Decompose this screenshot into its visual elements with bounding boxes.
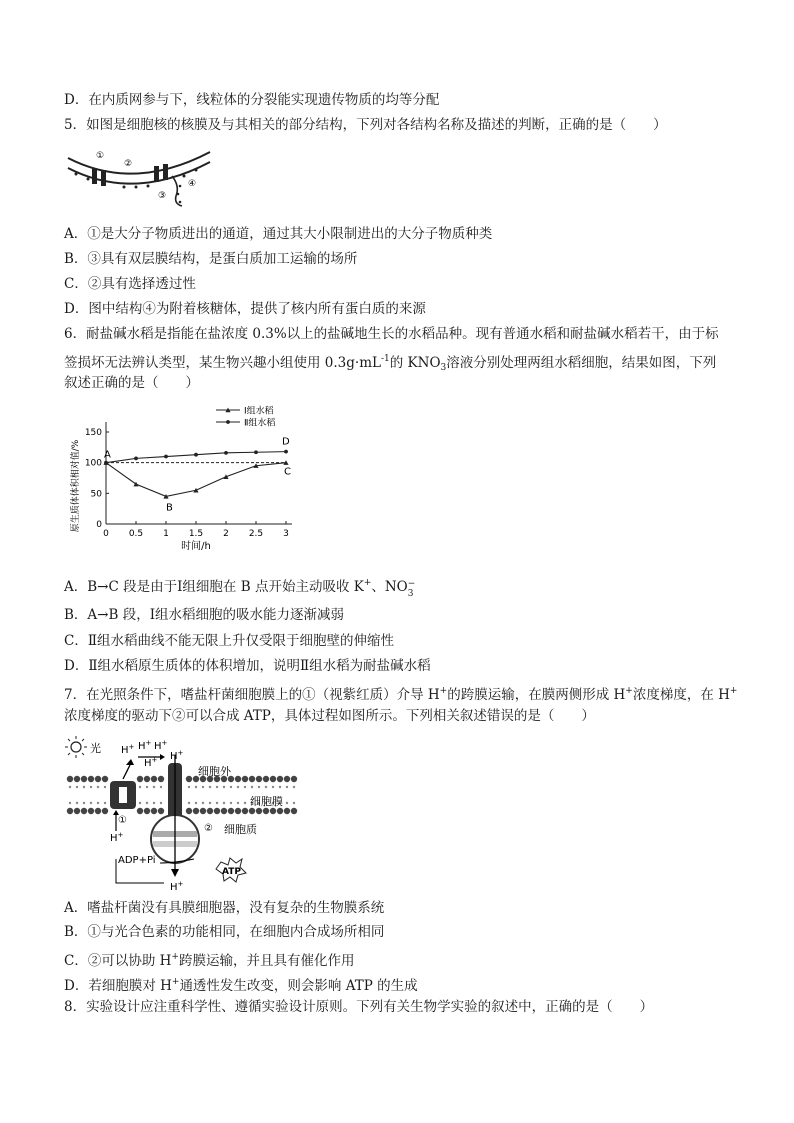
series-point-circle <box>254 450 258 454</box>
lipid-head <box>277 776 283 782</box>
q5-option-a: A．①是大分子物质进出的通道，通过其大小限制进出的大分子物质种类 <box>64 226 493 242</box>
lipid-head <box>76 786 78 788</box>
protein-2-label: ② <box>204 823 213 834</box>
legend-label-2: Ⅱ组水稻 <box>244 418 276 429</box>
q7c-sup: + <box>171 952 179 962</box>
q7d-pre: D．若细胞膜对 H <box>64 978 172 994</box>
lipid-head <box>137 808 143 814</box>
lipid-head <box>235 776 241 782</box>
lipid-head <box>237 802 239 804</box>
q7-option-c <box>64 948 354 970</box>
q5-option-b: B．③具有双层膜结构，是蛋白质加工运输的场所 <box>64 251 358 267</box>
lipid-head <box>83 802 85 804</box>
lipid-head <box>230 786 232 788</box>
lipid-head <box>139 802 141 804</box>
sun-icon <box>65 736 87 758</box>
lipid-head <box>263 776 269 782</box>
q8-stem: 8．实验设计应注重科学性、遵循实验设计原则。下列有关生物学实验的叙述中，正确的是（ ） <box>64 999 654 1015</box>
hplus-label-1: H+ <box>121 743 135 756</box>
q7-option-d <box>64 973 418 995</box>
series-point-circle <box>284 450 288 454</box>
lipid-head <box>279 786 281 788</box>
lipid-head <box>223 802 225 804</box>
lipid-head <box>76 802 78 804</box>
chart-y-label: 原生质体体积相对值/% <box>71 439 81 533</box>
lipid-head <box>186 776 192 782</box>
lipid-head <box>291 776 297 782</box>
q6a-mid: 、NO <box>371 579 408 595</box>
lipid-head <box>88 808 94 814</box>
q7-l1-sup2: + <box>625 686 633 696</box>
cytoplasm-label: 细胞质 <box>224 823 257 836</box>
x-tick-label: 3 <box>283 529 289 539</box>
point-label-D: D <box>282 436 290 448</box>
chart-legend <box>216 405 275 429</box>
lipid-head <box>277 808 283 814</box>
q6-option-a <box>64 574 416 599</box>
q6a-sup2: − <box>407 579 416 589</box>
lipid-head <box>67 776 73 782</box>
hplus-label-7: H+ <box>170 880 184 893</box>
lipid-head <box>97 802 99 804</box>
lipid-head <box>244 802 246 804</box>
lipid-head <box>158 808 164 814</box>
q6-line-chart <box>64 400 324 558</box>
lipid-head <box>97 786 99 788</box>
lipid-head <box>286 786 288 788</box>
lipid-head <box>209 802 211 804</box>
lipid-head <box>256 808 262 814</box>
lipid-head <box>151 808 157 814</box>
q7-option-a: A．嗜盐杆菌没有具膜细胞器，没有复杂的生物膜系统 <box>64 900 385 916</box>
lipid-head <box>144 808 150 814</box>
q6a-pre: A．B→C 段是由于Ⅰ组细胞在 B 点开始主动吸收 K <box>64 579 364 595</box>
q6-l2-a: 签损坏无法辨认类型，某生物兴趣小组使用 0.3g·mL <box>64 355 381 371</box>
q6-option-b: B．A→B 段，Ⅰ组水稻细胞的吸水能力逐渐减弱 <box>64 607 345 623</box>
lipid-head <box>209 786 211 788</box>
chart-point-labels <box>104 437 291 514</box>
chart-axes <box>106 422 292 524</box>
lipid-head <box>69 802 71 804</box>
lipid-head <box>270 808 276 814</box>
atp-label: ATP <box>222 867 242 877</box>
point-label-B: B <box>166 502 173 514</box>
lipid-head <box>102 776 108 782</box>
lipid-head <box>202 802 204 804</box>
series-point-circle <box>134 456 138 460</box>
lipid-head <box>202 786 204 788</box>
nuclear-envelope-figure <box>64 146 214 208</box>
q6-option-d: D．Ⅱ组水稻原生质体的体积增加，说明Ⅱ组水稻为耐盐碱水稻 <box>64 658 431 674</box>
q7-l1-sup3: + <box>729 686 738 696</box>
lipid-head <box>104 786 106 788</box>
x-tick-label: 2 <box>223 529 229 539</box>
lipid-head <box>104 802 106 804</box>
lipid-head <box>230 802 232 804</box>
chart-series <box>103 450 288 499</box>
outside-label: 细胞外 <box>198 765 231 778</box>
lipid-head <box>74 776 80 782</box>
membrane-label: 细胞膜 <box>250 795 283 808</box>
lipid-head <box>102 808 108 814</box>
light-label: 光 <box>90 742 101 755</box>
legend-label-1: Ⅰ组水稻 <box>244 406 274 417</box>
lipid-head <box>242 808 248 814</box>
lipid-head <box>139 786 141 788</box>
series-point-circle <box>164 455 168 459</box>
legend-marker-circle <box>226 420 230 424</box>
lipid-head <box>216 802 218 804</box>
lipid-head <box>272 786 274 788</box>
lipid-head <box>286 802 288 804</box>
q6-l2-sub: 3 <box>440 363 447 373</box>
y-tick-label: 150 <box>84 428 102 438</box>
y-tick-label: 0 <box>96 520 102 530</box>
lipid-head <box>90 786 92 788</box>
x-tick-label: 0 <box>103 529 109 539</box>
lipid-head <box>186 808 192 814</box>
lipid-head <box>221 808 227 814</box>
series-point-circle <box>194 453 198 457</box>
lipid-head <box>188 786 190 788</box>
halobacterium-membrane-figure <box>64 735 304 893</box>
lipid-head <box>251 786 253 788</box>
q5-option-c: C．②具有选择透过性 <box>64 276 196 292</box>
lipid-head <box>249 776 255 782</box>
lipid-head <box>291 808 297 814</box>
q6-option-c: C．Ⅱ组水稻曲线不能无限上升仅受限于细胞壁的伸缩性 <box>64 633 395 649</box>
lipid-head <box>160 802 162 804</box>
lipid-head <box>160 786 162 788</box>
q7-stem-line2: 浓度梯度的驱动下②可以合成 ATP，具体过程如图所示。下列相关叙述错误的是（ ） <box>64 708 595 724</box>
chart-ticks <box>85 428 289 539</box>
hplus-label-2: H+ <box>138 739 152 752</box>
q7c-post: 跨膜运输，并且具有催化作用 <box>178 953 355 969</box>
lipid-head <box>188 802 190 804</box>
hplus-label-5: H+ <box>144 756 158 769</box>
q6-l2-sup: -1 <box>380 354 390 364</box>
lipid-head <box>200 808 206 814</box>
lipid-head <box>249 808 255 814</box>
fig5-label-3: ③ <box>158 191 167 201</box>
lipid-head <box>237 786 239 788</box>
adp-pi-label: ADP+Pi <box>118 855 156 866</box>
lipid-head <box>244 786 246 788</box>
chart-x-label: 时间/h <box>181 541 211 552</box>
lipid-head <box>214 808 220 814</box>
q7-l1-b: 的跨膜运输，在膜两侧形成 H <box>447 687 626 703</box>
fig5-label-1: ① <box>96 151 105 161</box>
q6-l2-c: 溶液分别处理两组水稻细胞，结果如图，下列 <box>446 355 717 371</box>
hplus-label-4: H+ <box>170 749 184 762</box>
point-label-C: C <box>284 466 291 478</box>
lipid-head <box>258 786 260 788</box>
lipid-head <box>216 786 218 788</box>
q5-stem: 5．如图是细胞核的核膜及与其相关的部分结构，下列对各结构名称及描述的判断，正确的是（ ） <box>64 117 667 133</box>
lipid-head <box>153 786 155 788</box>
q4-option-d: D．在内质网参与下，线粒体的分裂能实现遗传物质的均等分配 <box>64 92 440 108</box>
q5-option-d: D．图中结构④为附着核糖体，提供了核内所有蛋白质的来源 <box>64 301 426 317</box>
q7d-post: 通透性发生改变，则会影响 ATP 的生成 <box>179 978 418 994</box>
q6-stem-line1: 6．耐盐碱水稻是指能在盐浓度 0.3%以上的盐碱地生长的水稻品种。现有普通水稻和耐盐碱水稻若干，由于标 <box>64 326 719 342</box>
lipid-head <box>284 808 290 814</box>
lipid-head <box>95 776 101 782</box>
lipid-head <box>228 808 234 814</box>
fig5-label-2: ② <box>124 159 133 169</box>
lipid-head <box>153 802 155 804</box>
hplus-label-6: H+ <box>110 831 124 844</box>
series-point-circle <box>104 461 108 465</box>
lipid-head <box>284 776 290 782</box>
protein-1-label: ① <box>118 815 127 826</box>
q6-stem-line2 <box>64 350 716 377</box>
lipid-head <box>195 802 197 804</box>
lipid-head <box>242 776 248 782</box>
lipid-head <box>144 776 150 782</box>
lipid-head <box>90 802 92 804</box>
lipid-head <box>193 808 199 814</box>
q6-stem-line3: 叙述正确的是（ ） <box>64 375 199 391</box>
lipid-head <box>223 786 225 788</box>
lipid-head <box>151 776 157 782</box>
q7d-sup: + <box>171 977 180 987</box>
hplus-label-3: H+ <box>154 739 168 752</box>
x-tick-label: 0.5 <box>128 529 144 539</box>
lipid-head <box>263 808 269 814</box>
q6-l2-b: 的 KNO <box>389 355 441 371</box>
lipid-head <box>69 786 71 788</box>
q7-l1-c: 浓度梯度，在 H <box>632 687 730 703</box>
lipid-head <box>207 808 213 814</box>
q7-stem-line1 <box>64 682 737 704</box>
x-tick-label: 1.5 <box>188 529 204 539</box>
lipid-head <box>83 786 85 788</box>
x-tick-label: 2.5 <box>248 529 264 539</box>
q6a-sup1: + <box>363 578 372 588</box>
y-tick-label: 100 <box>84 458 102 469</box>
series-point-circle <box>224 451 228 455</box>
lipid-head <box>235 808 241 814</box>
lipid-head <box>158 776 164 782</box>
lipid-head <box>137 776 143 782</box>
lipid-head <box>270 776 276 782</box>
lipid-head <box>265 786 267 788</box>
lipid-head <box>195 786 197 788</box>
x-tick-label: 1 <box>163 529 169 539</box>
lipid-head <box>95 808 101 814</box>
lipid-head <box>81 808 87 814</box>
lipid-head <box>256 776 262 782</box>
q7-option-b: B．①与光合色素的功能相同，在细胞内合成场所相同 <box>64 924 385 940</box>
lipid-head <box>146 802 148 804</box>
lipid-head <box>74 808 80 814</box>
lipid-head <box>67 808 73 814</box>
lipid-head <box>88 776 94 782</box>
fig5-label-4: ④ <box>188 179 197 189</box>
lipid-head <box>81 776 87 782</box>
y-tick-label: 50 <box>90 489 102 500</box>
q7c-pre: C．②可以协助 H <box>64 953 172 969</box>
q7-l1-sup: + <box>439 686 448 696</box>
lipid-head <box>293 802 295 804</box>
lipid-head <box>146 786 148 788</box>
point-label-A: A <box>104 449 111 461</box>
lipid-head <box>293 786 295 788</box>
q7-l1-a: 7．在光照条件下，嗜盐杆菌细胞膜上的①（视紫红质）介导 H <box>64 687 440 703</box>
q6a-sub: 3 <box>407 589 414 599</box>
